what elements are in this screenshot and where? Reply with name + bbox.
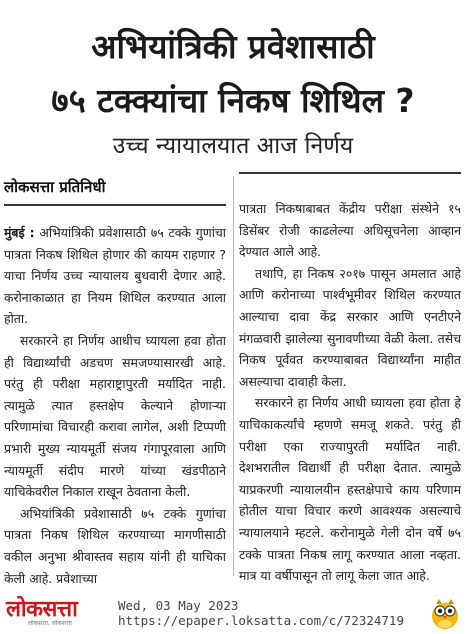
headline-line-1: अभियांत्रिकी प्रवेशासाठी: [91, 27, 375, 66]
byline-rule: [4, 204, 226, 206]
left-paragraph-1-text: अभियांत्रिकी प्रवेशासाठी ७५ टक्के गुणांचा पात्रता निकष शिथिल होणार की कायम राहणार ? याचा निर्णय उच्च न्यायालय बुधवारी देणार आहे. करोनाकाळात हा नियम शिथिल करण्यात आला होता.: [4, 225, 226, 327]
subheadline: उच्च न्यायालयात आज निर्णय: [112, 133, 354, 159]
left-column: [4, 172, 226, 589]
byline: लोकसत्ता प्रतिनिधी: [4, 178, 106, 196]
right-paragraph-2: तथापि, हा निकष २०१७ पासून अमलात आहे आणि करोनाच्या पार्श्वभूमीवर शिथिल करण्यात आल्याचा दावा केंद्र सरकार आणि एनटीएने मंगळवारी झालेल्या सुनावणीच्या वेळी केला. तसेच निकष पूर्ववत करण्याबाबत विद्यार्थ्यांना माहीत असल्याचा दावाही केला.: [239, 265, 461, 389]
logo-tagline: लोकसत्ता, लोकसत्ता: [28, 620, 72, 627]
dateline: मुंबई :: [4, 225, 35, 240]
left-paragraph-3: अभियांत्रिकी प्रवेशासाठी ७५ टक्के गुणांचा पात्रता निकष शिथिल करण्याच्या मागणीसाठी वकील अनुभा श्रीवास्तव सहाय यांनी ही याचिका केली आहे. प्रवेशाच्या: [4, 505, 226, 586]
loksatta-logo[interactable]: [6, 598, 110, 628]
left-paragraph-1: [4, 222, 226, 330]
edition-date: Wed, 03 May 2023: [118, 598, 239, 613]
right-paragraph-3: सरकारने हा निर्णय आधी घ्यायला हवा होता हे याचिकाकर्त्यांचे म्हणणे समजू शकते. परंतु ही परीक्षा एका राज्यापुरती मर्यादित नाही. देशभरातील विद्यार्थी ही परीक्षा देतात. त्यामुळे याप्रकरणी न्यायालयीन हस्तक्षेपाचे काय परिणाम होतील याचा विचार करणे आवश्यक असल्याचे न्यायालयाने म्हटले. करोनामुळे गेली दोन वर्षे ७५ टक्के पात्रता निकष लागू करण्यात आला नव्हता. मात्र या वर्षीपासून तो लागू केला जात आहे.: [239, 395, 461, 584]
right-paragraph-1: पात्रता निकषाबाबत केंद्रीय परीक्षा संस्थेने १५ डिसेंबर रोजी काढलेल्या अधिसूचनेला आव्हान देण्यात आले आहे.: [239, 201, 461, 260]
logo-text: लोकसत्ता: [6, 596, 78, 622]
right-column-top-rule: [239, 172, 461, 174]
left-paragraph-2: सरकारने हा निर्णय आधीच घ्यायला हवा होता ही विद्यार्थ्यांची अडचण समजण्यासारखी आहे. परंतु ही परीक्षा महाराष्ट्रापुरती मर्यादित नाही. त्यामुळे त्यात हस्तक्षेप केल्याने होणाऱ्या परिणामांचा विचारही करावा लागेल, अशी टिप्पणी प्रभारी मुख्य न्यायमूर्ती संजय गंगापूरवाला आणि न्यायमूर्ती संदीप मारणे यांच्या खंडपीठाने याचिकेवरील निकाल राखून ठेवताना केली.: [4, 332, 226, 500]
right-column: [239, 198, 461, 587]
owl-mascot-icon: [430, 598, 460, 630]
epaper-url[interactable]: https://epaper.loksatta.com/c/72324719: [118, 613, 404, 628]
epaper-footer: [0, 588, 466, 634]
headline-line-2: ७५ टक्क्यांचा निकष शिथिल ?: [51, 81, 415, 120]
column-separator: [233, 176, 234, 576]
